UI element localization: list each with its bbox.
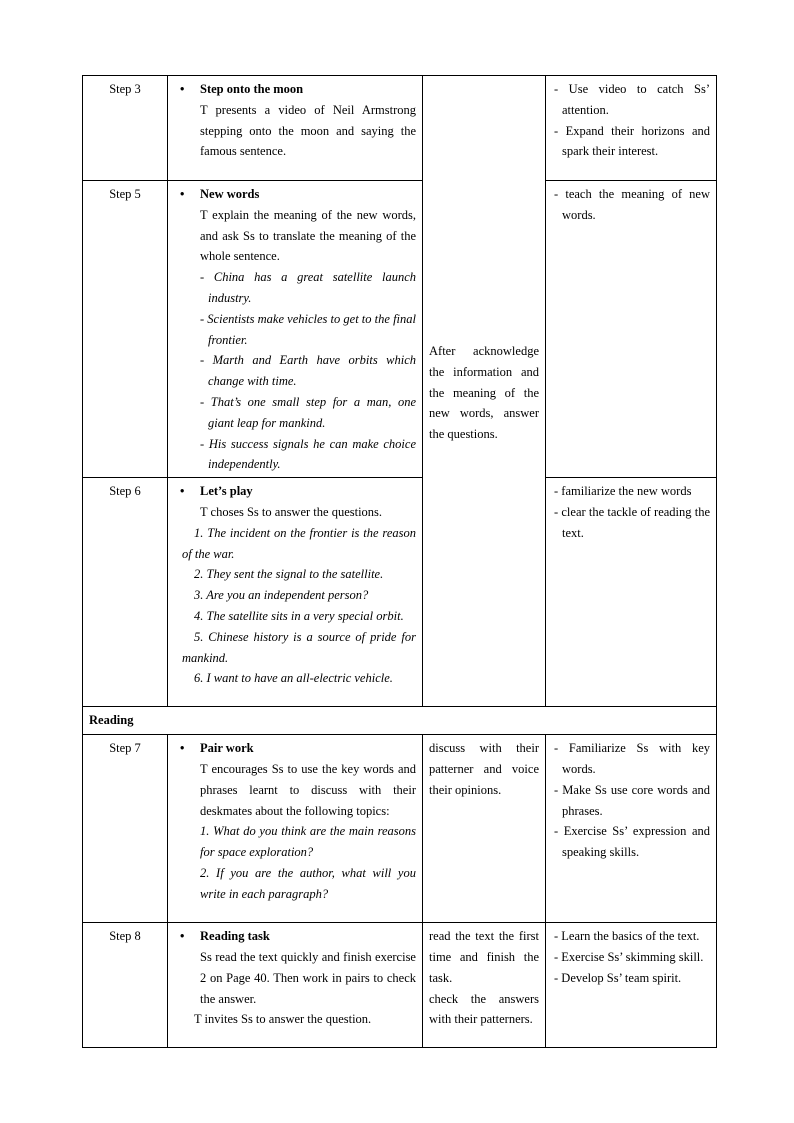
purpose-item: - Make Ss use core words and phrases. bbox=[554, 782, 710, 818]
bullet-icon: • bbox=[180, 82, 185, 96]
purpose-cell bbox=[546, 76, 717, 181]
teacher-activity-cell bbox=[168, 478, 423, 707]
purpose-item: - familiarize the new words bbox=[554, 484, 692, 499]
example-sentence: - His success signals he can make choice independently. bbox=[200, 436, 416, 472]
bullet-icon: • bbox=[180, 484, 185, 499]
question-item: 1. The incident on the frontier is the reason of the war. bbox=[182, 525, 416, 561]
teacher-text: T explain the meaning of the new words, and ask Ss to translate the meaning of the whole sentence. bbox=[200, 207, 416, 264]
question-item: 2. If you are the author, what will you write in each paragraph? bbox=[200, 865, 416, 901]
activity-heading: • Step onto the moon bbox=[174, 79, 416, 100]
table-row bbox=[83, 923, 717, 1048]
purpose-item: - Use video to catch Ss’ attention. bbox=[554, 82, 710, 117]
student-activity-cell bbox=[423, 76, 546, 707]
question-item: 1. What do you think are the main reasons for space exploration? bbox=[200, 824, 416, 860]
purpose-cell bbox=[546, 735, 717, 923]
teacher-text-extra: T invites Ss to answer the question. bbox=[194, 1012, 372, 1027]
step-label: Step 6 bbox=[83, 478, 168, 707]
example-sentence: - Marth and Earth have orbits which change with time. bbox=[200, 353, 416, 389]
step-label: Step 5 bbox=[83, 181, 168, 478]
student-activity-text: read the text the first time and finish the task. bbox=[429, 929, 539, 985]
question-item: 4. The satellite sits in a very special orbit. bbox=[194, 608, 404, 623]
bullet-icon: • bbox=[180, 929, 185, 944]
teacher-activity-cell bbox=[168, 181, 423, 478]
activity-heading: • Reading task bbox=[174, 926, 416, 947]
question-item: 5. Chinese history is a source of pride for mankind. bbox=[182, 629, 416, 665]
section-title: Reading bbox=[83, 707, 717, 735]
table-row bbox=[83, 478, 717, 707]
purpose-item: - Expand their horizons and spark their interest. bbox=[554, 123, 710, 159]
teacher-activity-cell bbox=[168, 735, 423, 923]
purpose-item: - Familiarize Ss with key words. bbox=[554, 741, 710, 776]
activity-heading: • Let’s play bbox=[174, 481, 416, 502]
table-row bbox=[83, 181, 717, 478]
step-label: Step 3 bbox=[83, 76, 168, 181]
step-label: Step 8 bbox=[83, 923, 168, 1048]
table-row bbox=[83, 735, 717, 923]
student-activity-text: discuss with their patterner and voice their opinions. bbox=[429, 741, 539, 797]
example-sentence: - That’s one small step for a man, one giant leap for mankind. bbox=[200, 394, 416, 430]
teacher-activity-cell bbox=[168, 923, 423, 1048]
activity-heading: • Pair work bbox=[174, 738, 416, 759]
teacher-text: T choses Ss to answer the questions. bbox=[200, 504, 383, 519]
purpose-cell bbox=[546, 181, 717, 478]
question-item: 2. They sent the signal to the satellite. bbox=[194, 567, 384, 582]
question-item: 3. Are you an independent person? bbox=[194, 588, 369, 603]
student-activity-text: After acknowledge the information and the meaning of the new words, answer the questions. bbox=[429, 344, 539, 442]
example-sentence: - China has a great satellite launch industry. bbox=[200, 270, 416, 305]
purpose-item: - Exercise Ss’ skimming skill. bbox=[554, 949, 704, 964]
purpose-item: - clear the tackle of reading the text. bbox=[554, 504, 710, 540]
purpose-item: - Exercise Ss’ expression and speaking skills. bbox=[554, 824, 710, 860]
example-sentence: - Scientists make vehicles to get to the final frontier. bbox=[200, 311, 416, 347]
student-activity-text: check the answers with their patterners. bbox=[429, 991, 539, 1027]
lesson-plan-table bbox=[82, 75, 717, 1048]
bullet-icon: • bbox=[180, 741, 185, 756]
teacher-activity-cell bbox=[168, 76, 423, 181]
step-label: Step 7 bbox=[83, 735, 168, 923]
student-activity-cell bbox=[423, 923, 546, 1048]
teacher-text: T encourages Ss to use the key words and phrases learnt to discuss with their deskmates about the following topics: bbox=[200, 761, 416, 818]
question-item: 6. I want to have an all-electric vehicle. bbox=[194, 671, 393, 686]
section-row bbox=[83, 707, 717, 735]
purpose-item: - Develop Ss’ team spirit. bbox=[554, 970, 682, 985]
purpose-item: - teach the meaning of new words. bbox=[554, 187, 710, 222]
student-activity-cell bbox=[423, 735, 546, 923]
activity-heading: • New words bbox=[174, 184, 416, 205]
purpose-cell bbox=[546, 478, 717, 707]
teacher-text: T presents a video of Neil Armstrong stepping onto the moon and saying the famous sentence. bbox=[200, 102, 416, 159]
purpose-item: - Learn the basics of the text. bbox=[554, 929, 700, 944]
purpose-cell bbox=[546, 923, 717, 1048]
teacher-text: Ss read the text quickly and finish exercise 2 on Page 40. Then work in pairs to check the answer. bbox=[200, 949, 416, 1006]
bullet-icon: • bbox=[180, 187, 185, 201]
table-row bbox=[83, 76, 717, 181]
